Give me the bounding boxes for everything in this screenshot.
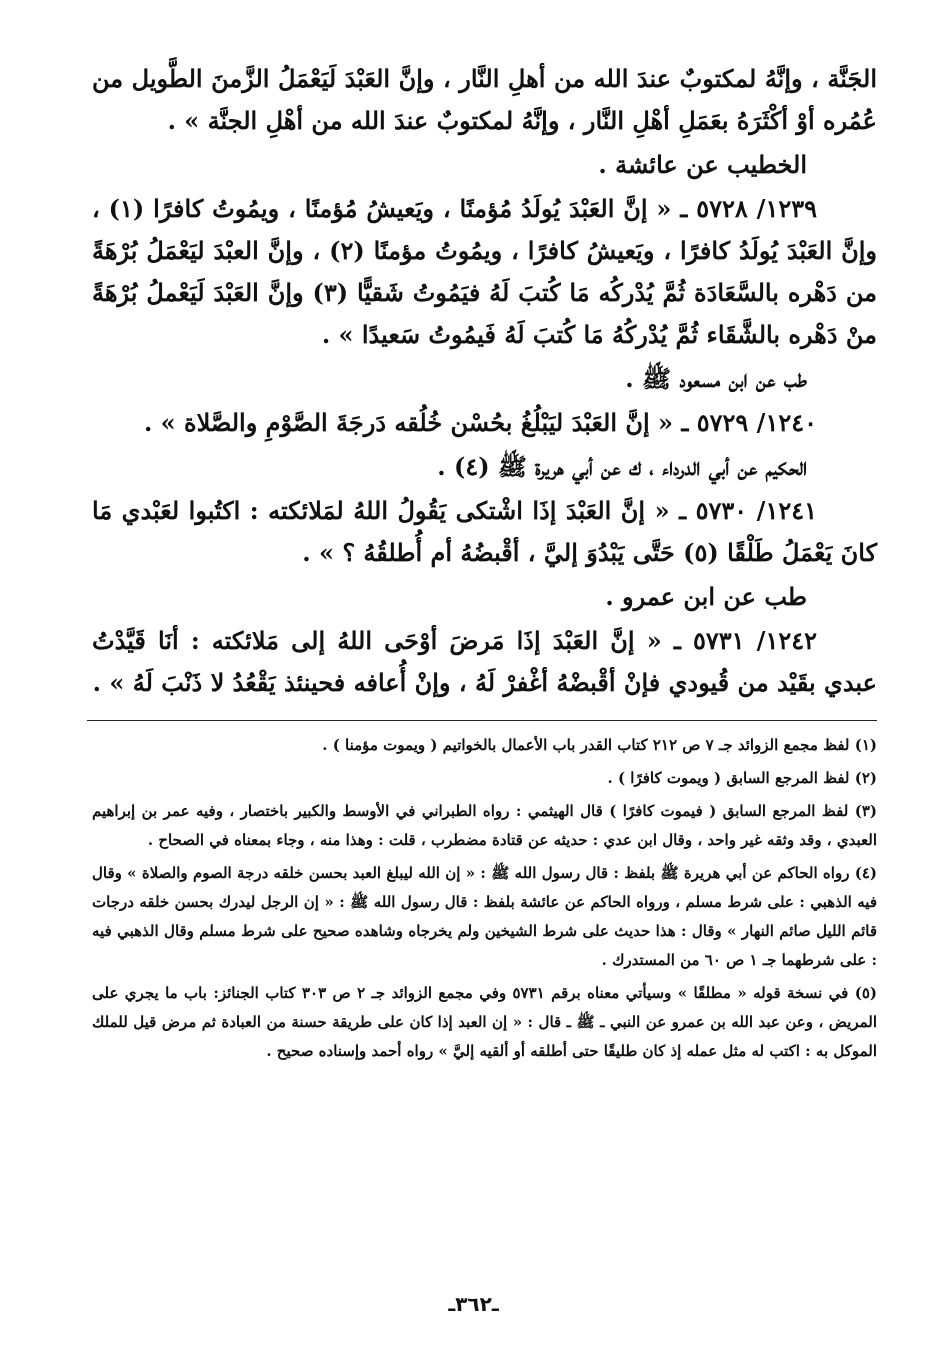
hadith-1240-source: الحكيم عن أبي الدرداء ، ك عن أبي هريرة ﷺ (٤) . [437,452,807,481]
hadith-1239: ١٢٣٩/ ٥٧٢٨ ـ « إنَّ العَبْدَ يُولَدُ مُؤمنًا ، ويَعيشُ مُؤمنًا ، ويمُوتُ كافرًا (١) ، وإنَّ العَبْدَ يُولَدُ كافرًا ، ويَعيشُ كافرًا ، ويمُوتُ مؤمنًا (٢) ، وإنَّ العبْدَ ليَعْمَلُ بُرْهَةً من دَهْره بالسَّعَادَة ثُمَّ يُدْركُه مَا كُتبَ لَهُ فيَمُوتُ شَقيًّا (٣) وإنَّ العَبْدَ لَيَعْملُ بُرْهَةً منْ دَهْره بالشَّقَاء ثُمَّ يُدْركُهُ مَا كُتبَ لَهُ فَيمُوتُ سَعيدًا » . [92,194,878,349]
hadith-1239-source: طب عن ابن مسعود ﷺ . [625,364,807,393]
footnote-divider [87,720,877,721]
hadith-1240: ١٢٤٠/ ٥٧٢٩ ـ « إنَّ العَبْدَ ليَبْلُغُ بحُسْن خُلُقه دَرجَةَ الصَّوْمِ والصَّلاة » . [143,408,817,437]
footnote-1: (١) لفظ مجمع الزوائد جـ ٧ ص ٢١٢ كتاب القدر باب الأعمال بالخواتيم ( ويموت مؤمنا ) . [322,736,877,754]
footnote-3: (٣) لفظ المرجع السابق ( فيموت كافرًا ) قال الهيثمي : رواه الطبراني في الأوسط والكبير باختصار ، وفيه عمر بن إبراهيم العبدي ، وقد وثقه غير واحد ، وقال ابن عدي : حديثه عن قتادة مضطرب ، قلت : وهذا منه ، وجاء بمعناه في الصحاح . [92,802,877,849]
hadith-continuation: الجَنَّة ، وإنَّهُ لمكتوبٌ عندَ الله من أهلِ النَّار ، وإنَّ العَبْدَ لَيَعْمَلُ الزَّمنَ الطَّويل من عُمُره أوْ أكْثَرَهُ بعَمَلِ أهْلِ النَّار ، وإنَّهُ لمكتوبٌ عندَ الله من أهْلِ الجنَّة » . [92,64,877,135]
footnote-5: (٥) في نسخة قوله « مطلقًا » وسيأتي معناه برقم ٥٧٣١ وفي مجمع الزوائد جـ ٢ ص ٣٠٣ كتاب الجنائز: باب ما يجري على المريض ، وعن عبد الله بن عمرو عن النبي ـ ﷺ ـ قال : « إن العبد إذا كان على طريقة حسنة من العبادة ثم مرض قيل للملك الموكل به : اكتب له مثل عمله إذ كان طليقًا حتى أطلقه أو ألقيه إليَّ » رواه أحمد وإسناده صحيح . [92,984,877,1060]
hadith-1241: ١٢٤١/ ٥٧٣٠ ـ « إنَّ العَبْدَ إذَا اشْتكى يَقُولُ اللهُ لمَلائكته : اكتُبوا لعَبْدي مَا كانَ يَعْمَلُ طَلْقًا (٥) حَتَّى يَبْدُوَ إليَّ ، أقْبضُهُ أم أُطلقُهُ ؟ » . [92,496,877,567]
page-number: ـ٣٦٢ـ [448,1292,499,1316]
page-body [92,58,877,1070]
hadith-source: الخطيب عن عائشة . [598,150,807,179]
footnote-2: (٢) لفظ المرجع السابق ( ويموت كافرًا ) . [607,769,877,787]
footnote-4: (٤) رواه الحاكم عن أبي هريرة ﷺ بلفظ : قال رسول الله ﷺ : « إن الله ليبلغ العبد بحسن خلقه درجة الصوم والصلاة » وقال فيه الذهبي : على شرط مسلم ، ورواه الحاكم عن عائشة بلفظ : قال رسول الله ﷺ : « إن الرجل ليدرك بحسن خلقه درجات قائم الليل صائم النهار » وقال : هذا حديث على شرط الشيخين ولم يخرجاه وشاهده صحيح على شرط مسلم وقال الذهبي فيه : على شرطهما جـ ١ ص ٦٠ من المستدرك . [92,864,877,969]
main-text [92,58,877,704]
hadith-1241-source: طب عن ابن عمرو . [605,582,807,611]
footnotes [92,731,877,1066]
hadith-1242: ١٢٤٢/ ٥٧٣١ ـ « إنَّ العَبْدَ إذَا مَرضَ أوْحَى اللهُ إلى مَلائكته : أنَا قَيَّدْتُ عبدي بقَيْد من قُيودي فإنْ أقْبضْهُ أغْفرْ لَهُ ، وإنْ أُعافه فحينئذ يَقْعُدُ لا ذَنْبَ لَهُ » . [92,626,877,697]
